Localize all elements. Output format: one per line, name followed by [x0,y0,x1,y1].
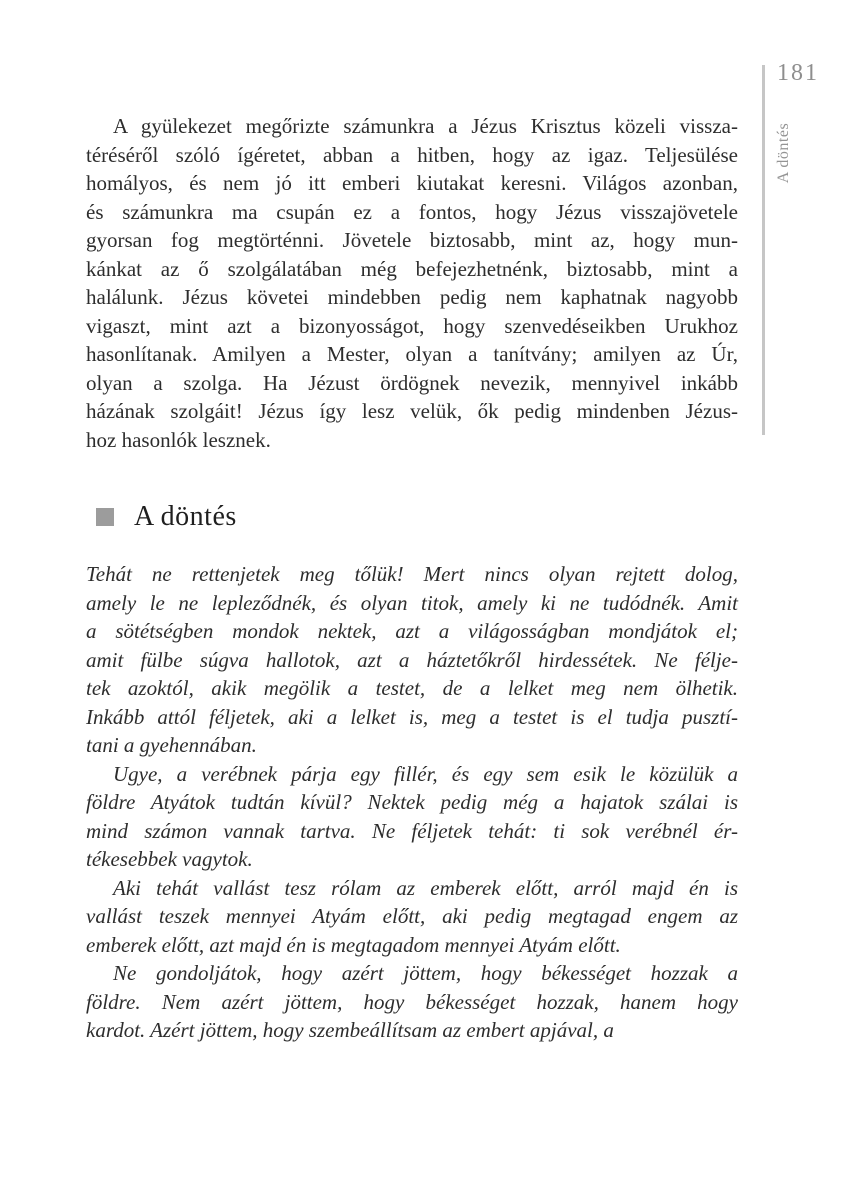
quote-paragraph [86,874,738,960]
quote-paragraph [86,959,738,1045]
text-line: a sötétségben mondok nektek, azt a világosságban mondjátok el; [86,619,738,643]
text-line: gyorsan fog megtörténni. Jövetele biztosabb, mint az, hogy mun- [86,228,738,252]
text-line: Ne gondoljátok, hogy azért jöttem, hogy békességet hozzak a [113,961,738,985]
text-line: Aki tehát vallást tesz rólam az emberek előtt, arról majd én is [113,875,738,900]
text-line: mind számon vannak tartva. Ne féljetek tehát: ti sok verébnél ér- [86,818,738,843]
text-line: téréséről szóló ígéretet, abban a hitben, hogy az igaz. Teljesülése [86,142,738,167]
text-line: tek azoktól, akik megölik a testet, de a lelket meg nem ölhetik. [86,676,738,700]
text-line: olyan a szolga. Ha Jézust ördögnek nevezik, mennyivel inkább [86,370,738,395]
text-line: hoz hasonlók lesznek. [86,427,271,452]
text-line: hasonlítanak. Amilyen a Mester, olyan a tanítvány; amilyen az Úr, [86,342,738,366]
section-heading: A döntés [134,501,237,532]
text-line: amely le ne lepleződnék, és olyan titok, amely ki ne tudódnék. Amit [86,590,738,615]
page-number: 181 [777,60,819,86]
text-line: A gyülekezet megőrizte számunkra a Jézus Krisztus közeli vissza- [113,114,738,138]
margin-label: A döntés [775,122,792,184]
text-line: halálunk. Jézus követei mindebben pedig nem kaphatnak nagyobb [86,285,738,309]
text-line: kánkat az ő szolgálatában még befejezhetnénk, biztosabb, mint a [86,256,738,281]
text-line: földre Atyátok tudtán kívül? Nektek pedig még a hajatok szálai is [86,790,738,814]
text-line: tékesebbek vagytok. [86,847,253,871]
text-line: tani a gyehennában. [86,733,257,757]
text-line: kardot. Azért jöttem, hogy szembeállítsam az embert apjával, a [86,1018,614,1042]
quote-paragraph [86,560,738,760]
quote-block [86,560,738,1045]
text-line: amit fülbe súgva hallotok, azt a háztetőkről hirdessétek. Ne félje- [86,647,738,672]
text-line: Inkább attól féljetek, aki a lelket is, meg a testet is el tudja pusztí- [86,704,738,729]
text-line: vigaszt, mint azt a bizonyosságot, hogy szenvedéseikben Urukhoz [86,313,738,338]
text-line: vallást teszek mennyei Atyám előtt, aki pedig megtagad engem az [86,904,738,928]
text-line: Tehát ne rettenjetek meg tőlük! Mert nincs olyan rejtett dolog, [86,562,738,586]
margin-rule [762,65,765,435]
text-line: homályos, és nem jó itt emberi kiutakat keresni. Világos azonban, [86,171,738,195]
intro-paragraph [86,112,738,454]
section-heading-row [96,499,237,535]
text-line: és számunkra ma csupán ez a fontos, hogy Jézus visszajövetele [86,199,738,224]
text-line: Ugye, a verébnek párja egy fillér, és egy sem esik le közülük a [113,761,738,786]
text-line: emberek előtt, azt majd én is megtagadom mennyei Atyám előtt. [86,932,621,957]
text-line: földre. Nem azért jöttem, hogy békességet hozzak, hanem hogy [86,989,738,1014]
square-bullet-icon [96,508,114,526]
text-line: házának szolgáit! Jézus így lesz velük, ők pedig mindenben Jézus- [86,399,738,423]
quote-paragraph [86,760,738,874]
